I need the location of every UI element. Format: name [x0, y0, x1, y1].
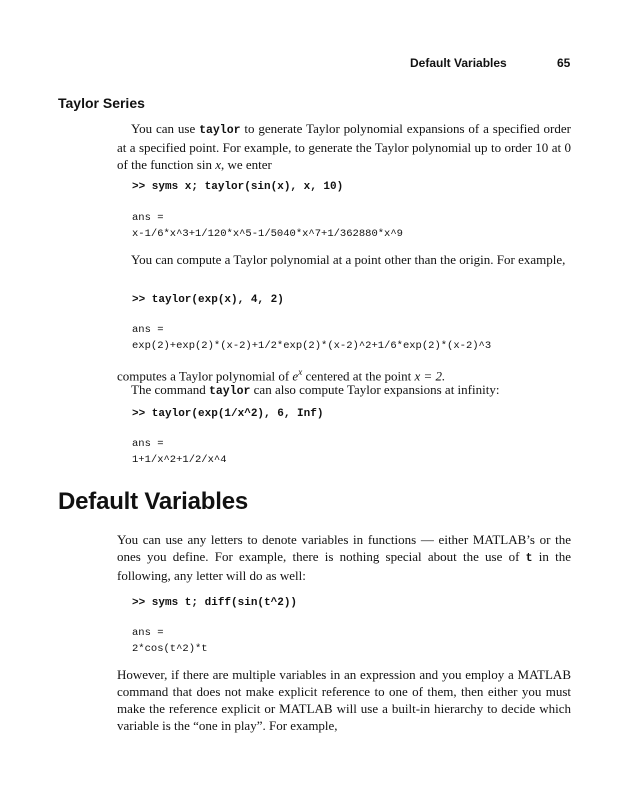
text-run: computes a Taylor polynomial of: [117, 368, 293, 384]
matlab-output-label: ans =: [132, 438, 164, 450]
matlab-command: >> syms x; taylor(sin(x), x, 10): [132, 181, 344, 193]
matlab-command: >> taylor(exp(1/x^2), 6, Inf): [132, 408, 324, 420]
matlab-command: >> taylor(exp(x), 4, 2): [132, 294, 284, 306]
inline-code: taylor: [208, 385, 251, 398]
math-variable: x: [215, 157, 221, 172]
matlab-output-value: exp(2)+exp(2)*(x-2)+1/2*exp(2)*(x-2)^2+1/6*exp(2)*(x-2)^3: [132, 340, 492, 352]
text-run: centered at the point: [302, 368, 415, 384]
text-run: to generate Taylor polynomial expansions of a specified order at a specified point. For example, to generate the Taylor polynomial up to order 10 at 0 of the function sin: [117, 121, 571, 172]
paragraph-default-intro: [117, 531, 571, 584]
paragraph-taylor-infinity: [117, 381, 571, 400]
page-number: 65: [557, 56, 571, 70]
math-expression: x = 2.: [414, 368, 446, 384]
running-header: [0, 56, 624, 72]
matlab-output-label: ans =: [132, 324, 164, 336]
section-heading-default-variables: Default Variables: [58, 488, 249, 515]
subsection-heading-taylor: Taylor Series: [58, 95, 145, 111]
matlab-command: >> syms t; diff(sin(t^2)): [132, 597, 298, 609]
matlab-output-value: 1+1/x^2+1/2/x^4: [132, 454, 227, 466]
math-variable: e: [292, 368, 299, 384]
matlab-output-value: 2*cos(t^2)*t: [132, 643, 208, 655]
text-run: in the following, any letter will do as well:: [117, 549, 571, 583]
running-title: Default Variables: [410, 56, 507, 70]
paragraph-default-hierarchy: However, if there are multiple variables in an expression and you employ a MATLAB command that does not make explicit reference to one of them, then either you must make the reference explicit or MATLAB will use a built-in hierarchy to decide which variable is the “one in play”. For example,: [117, 667, 571, 733]
matlab-output-label: ans =: [132, 627, 164, 639]
text-run: You can use: [131, 121, 200, 136]
inline-code: t: [525, 552, 533, 565]
text-run: The command: [131, 382, 209, 397]
matlab-output-value: x-1/6*x^3+1/120*x^5-1/5040*x^7+1/362880*x^9: [132, 228, 403, 240]
inline-code: taylor: [199, 124, 241, 137]
matlab-output-label: ans =: [132, 212, 164, 224]
paragraph-taylor-intro: [117, 120, 571, 173]
paragraph-taylor-point: You can compute a Taylor polynomial at a point other than the origin. For example,: [131, 252, 566, 267]
text-run: can also compute Taylor expansions at infinity:: [250, 382, 500, 397]
text-run: You can use any letters to denote variables in functions — either MATLAB’s or the ones you define. For example, there is nothing special about the use of: [117, 532, 571, 564]
text-run: , we enter: [221, 157, 272, 172]
math-exponent: x: [298, 367, 303, 377]
